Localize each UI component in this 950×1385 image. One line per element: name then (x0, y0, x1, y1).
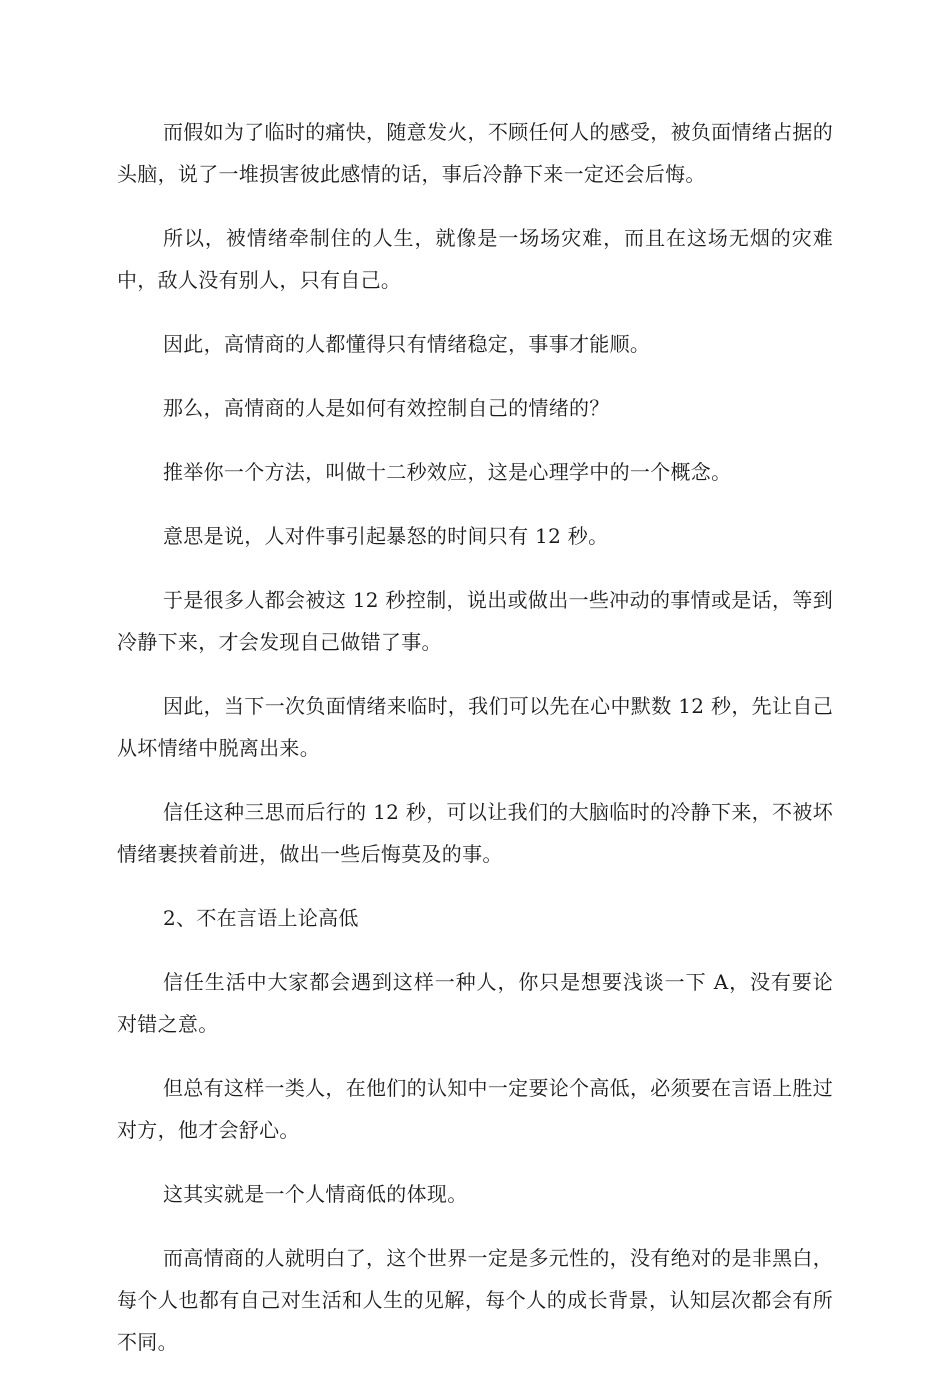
paragraph-stable-emotion: 因此，高情商的人都懂得只有情绪稳定，事事才能顺。 (163, 332, 651, 356)
paragraph-regret: 而假如为了临时的痛快，随意发火，不顾任何人的感受，被负面情绪占据的头脑，说了一堆损害彼此感情的话，事后冷静下来一定还会后悔。 (117, 120, 833, 186)
paragraph-question: 那么，高情商的人是如何有效控制自己的情绪的？ (163, 396, 610, 420)
paragraph-disaster: 所以，被情绪牵制住的人生，就像是一场场灾难，而且在这场无烟的灾难中，敌人没有别人，只有自己。 (117, 226, 833, 292)
paragraph-impulse: 于是很多人都会被这 12 秒控制，说出或做出一些冲动的事情或是话，等到冷静下来，才会发现自己做错了事。 (117, 588, 833, 654)
paragraph-meaning: 意思是说，人对件事引起暴怒的时间只有 12 秒。 (163, 524, 609, 548)
section-heading-2: 2、不在言语上论高低 (163, 906, 359, 930)
paragraph-argue: 但总有这样一类人，在他们的认知中一定要论个高低，必须要在言语上胜过对方，他才会舒心。 (117, 1076, 833, 1142)
paragraph-count-twelve: 因此，当下一次负面情绪来临时，我们可以先在心中默数 12 秒，先让自己从坏情绪中脱离出来。 (117, 694, 833, 760)
paragraph-diversity: 而高情商的人就明白了，这个世界一定是多元性的，没有绝对的是非黑白，每个人也都有自己对生活和人生的见解，每个人的成长背景，认知层次都会有所不同。 (117, 1246, 833, 1354)
document-body (117, 111, 833, 1385)
paragraph-discussion: 信任生活中大家都会遇到这样一种人，你只是想要浅谈一下 A，没有要论对错之意。 (117, 970, 833, 1036)
paragraph-think-twice: 信任这种三思而后行的 12 秒，可以让我们的大脑临时的冷静下来，不被坏情绪裹挟着前进，做出一些后悔莫及的事。 (117, 800, 833, 866)
paragraph-twelve-second-effect: 推举你一个方法，叫做十二秒效应，这是心理学中的一个概念。 (163, 460, 732, 484)
paragraph-low-eq: 这其实就是一个人情商低的体现。 (163, 1182, 468, 1206)
